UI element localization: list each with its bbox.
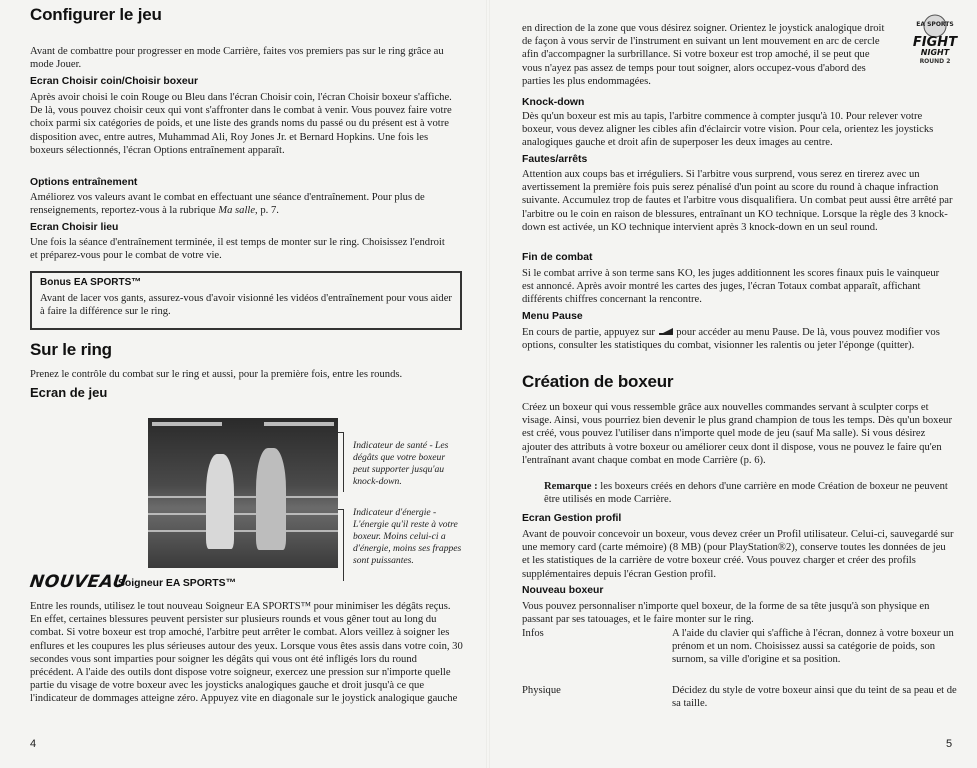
remarque-text: Remarque : les boxeurs créés en dehors d'une carrière en mode Création de boxeur ne peuvent être utilisés en mode Carrière. — [544, 481, 948, 506]
bonus-title: Bonus EA SPORTS™ — [40, 277, 142, 288]
start-button-icon — [658, 326, 674, 336]
bonus-text: Avant de lacer vos gants, assurez-vous d'avoir visionné les vidéos d'entraînement pour vous aider à faire la différence sur le ring. — [40, 293, 452, 318]
knock-text: Dès qu'un boxeur est mis au tapis, l'arbitre commence à compter jusqu'à 10. Pour relever votre boxeur, vous devez aligner les cibles afin d'éclaircir votre vision. Pour cela, orientez les joysticks analogiques gauche et droit afin de superposer les deux images au centre. — [522, 111, 934, 149]
svg-text:EA SPORTS: EA SPORTS — [916, 21, 954, 28]
sur-ring-title: Sur le ring — [30, 340, 112, 359]
options-text: Améliorez vos valeurs avant le combat en effectuant une séance d'entraînement. Pour plus de renseignements, reportez-vous à la rubrique Ma salle, p. 7. — [30, 192, 425, 217]
svg-text:NIGHT: NIGHT — [920, 48, 950, 57]
fin-text: Si le combat arrive à son terme sans KO, les juges additionnent les scores finaux puis le vainqueur est annoncé. Après avoir montré les cartes des juges, l'écran Totaux combat apparaît, affichant différents chiffres concernant la rencontre. — [522, 268, 940, 306]
page-number-left: 4 — [30, 738, 37, 750]
svg-text:ROUND 2: ROUND 2 — [919, 58, 951, 64]
right-intro-text: en direction de la zone que vous désirez soigner. Orientez le joystick analogique droit de façon à vous servir de l'instrument en suivant un lent mouvement en arc de cercle afin d'accompagner la surbrillance. Si votre boxeur est trop amoché, il se peut que vous n'ayez pas assez de temps pour tout soigner, alors occupez-vous d'abord des parties les plus endommagées. — [522, 23, 885, 87]
nouveau-label: NOUVEAU — [28, 572, 129, 592]
caption-energie: Indicateur d'énergie - L'énergie qu'il reste à votre boxeur. Moins celui-ci a d'énergie, moins ses frappes sont puissantes. — [353, 507, 462, 566]
creation-title: Création de boxeur — [522, 372, 674, 391]
creation-text: Créez un boxeur qui vous ressemble grâce aux nouvelles commandes servant à sculpter corps et visage. Ainsi, vous pourriez bien devenir le plus grand champion de tous les temps. Dès qu'un boxeur est créé, vous pouvez l'utiliser dans n'importe quel mode de jeu (sauf Ma salle). Si vous désirez ajouter des attributs à votre boxeur ou améliorer ceux dont il dispose, vous ne pouvez le faire qu'en l'entraînant avant chaque combat en mode Carrière (p. 6). — [522, 402, 952, 466]
nouveau-boxeur-title: Nouveau boxeur — [522, 585, 604, 596]
nouveau-boxeur-text: Vous pouvez personnaliser n'importe quel boxeur, de la forme de sa tête jusqu'à son physique en passant par ses tatouages, et le faire monter sur le ring. — [522, 601, 930, 626]
soigneur-title: Soigneur EA SPORTS™ — [118, 578, 236, 589]
soigneur-text: Entre les rounds, utilisez le tout nouveau Soigneur EA SPORTS™ pour minimiser les dégâts reçus. En effet, certaines blessures peuvent persister sur plusieurs rounds et vous gêner tout au long du combat. Si votre boxeur est trop amoché, l'arbitre peut arrêter le combat. Alors veillez à soigner les enflures et les coupures les plus sérieuses autour des yeux. Lorsque vous êtes assis dans votre coin, 30 secondes vous sont imparties pour soigner les dégâts qui vous ont été infligés lors du round précédent. A l'aide des outils dont dispose votre soigneur, exercez une pression sur n'importe quelle partie du visage de votre boxeur avec les joysticks analogiques gauche et droit jusqu'à ce que l'indicateur de dommages atteigne zéro. Appuyez vite en diagonale sur le joystick analogique gauche — [30, 601, 463, 705]
configurer-intro: Avant de combattre pour progresser en mode Carrière, faites vos premiers pas sur le ring grâce au mode Jouer. — [30, 46, 444, 71]
fin-title: Fin de combat — [522, 252, 593, 263]
physique-definition: Décidez du style de votre boxeur ainsi que du teint de sa peau et de sa taille. — [672, 685, 957, 710]
menu-pause-text: En cours de partie, appuyez sur pour accéder au menu Pause. De là, vous pouvez modifier vos options, consulter les statistiques du combat, visionner les ralentis ou jeter l'éponge (quitter). — [522, 327, 940, 352]
ecran-lieu-text: Une fois la séance d'entraînement terminée, il est temps de monter sur le ring. Choisissez l'endroit et préparez-vous pour le combat de votre vie. — [30, 237, 445, 262]
infos-definition: A l'aide du clavier qui s'affiche à l'écran, donnez à votre boxeur un prénom et un nom. Choisissez aussi sa catégorie de poids, son surnom, sa ville d'origine et sa position. — [672, 628, 954, 666]
fautes-text: Attention aux coups bas et irréguliers. Si l'arbitre vous surprend, vous serez en tirerez avec un avertissement la première fois puis serez pénalisé d'un point au score du round à chaque infraction suivante. Accumulez trop de fautes et l'arbitre vous disqualifiera. Un combat peut aussi être arrêté par l'arbitre ou le coin en raison de blessures, entraînant un KO technique. Lorsque la règle des 3 knock-down est activée, un KO technique intervient après 3 knock-down en un seul round. — [522, 169, 953, 233]
knock-title: Knock-down — [522, 97, 585, 108]
svg-text:FIGHT: FIGHT — [912, 35, 958, 50]
options-title: Options entraînement — [30, 177, 138, 188]
page-number-right: 5 — [946, 738, 953, 750]
physique-term: Physique — [522, 685, 561, 696]
infos-term: Infos — [522, 628, 544, 639]
caption-sante: Indicateur de santé - Les dégâts que votre boxeur peut supporter jusqu'au knock-down. — [353, 440, 449, 487]
menu-pause-title: Menu Pause — [522, 311, 583, 322]
left-page — [0, 0, 488, 768]
gameplay-screenshot — [148, 418, 338, 568]
sur-ring-text: Prenez le contrôle du combat sur le ring et aussi, pour la première fois, entre les rounds. — [30, 369, 403, 380]
ecran-jeu-title: Ecran de jeu — [30, 385, 108, 400]
configurer-title: Configurer le jeu — [30, 5, 162, 24]
ecran-coin-text: Après avoir choisi le coin Rouge ou Bleu dans l'écran Choisir coin, l'écran Choisir boxeur s'affiche. De là, vous pouvez choisir ceux qui vont s'affronter dans le combat à venir. Vous pouvez faire votre choix parmi six catégories de poids, et une liste des grands noms du passé ou du présent est à votre disposition avec, entre autres, Muhammad Ali, Roy Jones Jr. et Bernard Hopkins. Une fois les boxeurs sélectionnés, l'écran Options entraînement apparaît. — [30, 92, 452, 156]
bonus-box — [30, 271, 462, 330]
gestion-title: Ecran Gestion profil — [522, 513, 622, 524]
ecran-coin-title: Ecran Choisir coin/Choisir boxeur — [30, 76, 199, 87]
fautes-title: Fautes/arrêts — [522, 154, 588, 165]
gestion-text: Avant de pouvoir concevoir un boxeur, vous devez créer un Profil utilisateur. Celui-ci, sauvegardé sur une memory card (carte mémoire) (8 MB) (pour PlayStation®2), conserve toutes les données de jeu et les statistiques de la carrière de votre boxeur créé. Vous pouvez charger et créer des profils supplémentaires depuis l'écran Gestion profil. — [522, 529, 954, 580]
fight-night-logo — [902, 14, 968, 64]
ecran-lieu-title: Ecran Choisir lieu — [30, 222, 119, 233]
